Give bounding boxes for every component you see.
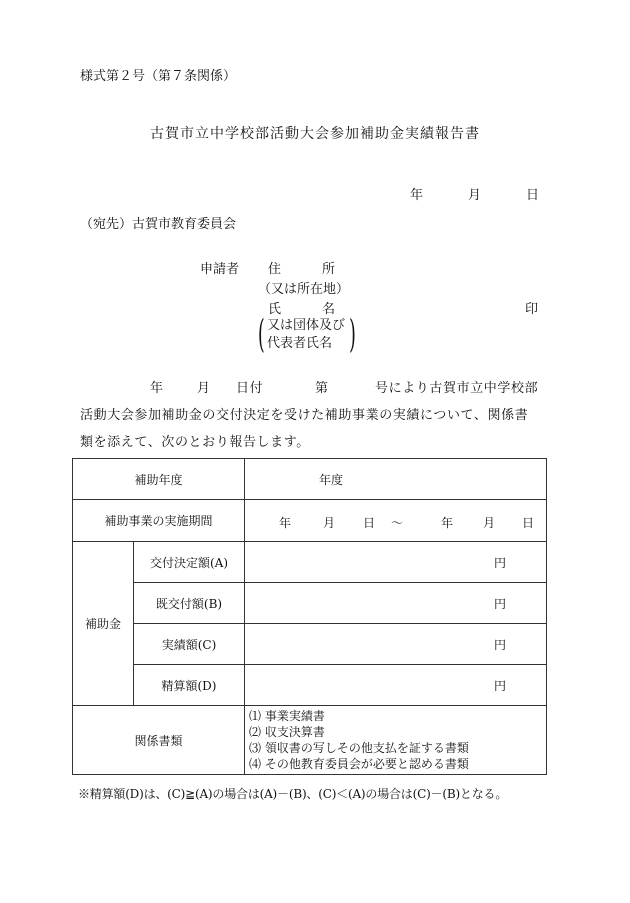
- document-title: 古賀市立中学校部活動大会参加補助金実績報告書: [150, 126, 480, 142]
- subsidy-row-d: [73, 665, 547, 706]
- document-item: ⑵ 収支決算書: [249, 725, 325, 739]
- already-granted-amount-label: 既交付額(B): [134, 583, 245, 624]
- document-item: ⑴ 事業実績書: [249, 709, 325, 723]
- group-representative-note: [258, 312, 356, 356]
- body-line-3: 類を添えて、次のとおり報告します。: [80, 435, 310, 450]
- related-documents-label: 関係書類: [73, 706, 245, 775]
- group-note-line1: 又は団体及び: [267, 318, 346, 333]
- period-tilde: ～: [391, 516, 404, 530]
- fiscal-year-row: [73, 459, 547, 500]
- period-month-1: 月: [323, 516, 336, 530]
- period-month-2: 月: [483, 516, 496, 530]
- date-month-label: 月: [468, 188, 482, 203]
- address-label-2: 所: [322, 262, 336, 277]
- period-value[interactable]: [245, 500, 547, 542]
- name-label-2: 名: [322, 302, 336, 317]
- fiscal-year-value[interactable]: 年度: [245, 459, 547, 500]
- period-year-1: 年: [279, 516, 292, 530]
- date-day-label: 日: [526, 188, 540, 203]
- body-line1-rest: 号により古賀市立中学校部: [375, 381, 539, 396]
- actual-amount-value[interactable]: 円: [245, 624, 547, 665]
- applicant-label: 申請者: [200, 262, 240, 277]
- period-row: [73, 500, 547, 542]
- subsidy-row-a: [73, 542, 547, 583]
- related-documents-row: [73, 706, 547, 775]
- addressee: （宛先）古賀市教育委員会: [80, 217, 237, 232]
- actual-amount-label: 実績額(C): [134, 624, 245, 665]
- body-line-2: 活動大会参加補助金の交付決定を受けた補助事業の実績について、関係書: [80, 408, 529, 423]
- subsidy-label: 補助金: [73, 542, 134, 706]
- document-item: ⑶ 領収書の写しその他支払を証する書類: [249, 741, 469, 755]
- body-no: 第: [315, 381, 329, 396]
- subsidy-row-c: [73, 624, 547, 665]
- period-day-2: 日: [522, 516, 535, 530]
- name-label-1: 氏: [268, 302, 282, 317]
- footnote: ※精算額(D)は、(C)≧(A)の場合は(A)－(B)、(C)＜(A)の場合は(C)－(B)となる。: [78, 787, 508, 801]
- grant-decision-amount-value[interactable]: 円: [245, 542, 547, 583]
- report-table: [72, 458, 547, 775]
- subsidy-row-b: [73, 583, 547, 624]
- settlement-amount-label: 精算額(D): [134, 665, 245, 706]
- seal-mark: 印: [525, 302, 539, 317]
- group-note-line2: 代表者氏名: [267, 336, 333, 351]
- grant-decision-amount-label: 交付決定額(A): [134, 542, 245, 583]
- left-bracket: (: [258, 312, 265, 356]
- period-year-2: 年: [441, 516, 454, 530]
- date-year-label: 年: [410, 188, 424, 203]
- fiscal-year-label: 補助年度: [73, 459, 245, 500]
- related-documents-list: [245, 706, 547, 775]
- right-bracket: ): [349, 312, 356, 356]
- address-label-1: 住: [268, 262, 282, 277]
- settlement-amount-value[interactable]: 円: [245, 665, 547, 706]
- already-granted-amount-value[interactable]: 円: [245, 583, 547, 624]
- period-label: 補助事業の実施期間: [73, 500, 245, 542]
- period-day-1: 日: [363, 516, 376, 530]
- body-month: 月: [197, 381, 211, 396]
- document-item: ⑷ その他教育委員会が必要と認める書類: [249, 757, 469, 771]
- body-year: 年: [150, 381, 164, 396]
- form-number: 様式第２号（第７条関係）: [80, 69, 237, 84]
- address-note: （又は所在地）: [258, 282, 350, 297]
- body-day: 日付: [236, 381, 264, 396]
